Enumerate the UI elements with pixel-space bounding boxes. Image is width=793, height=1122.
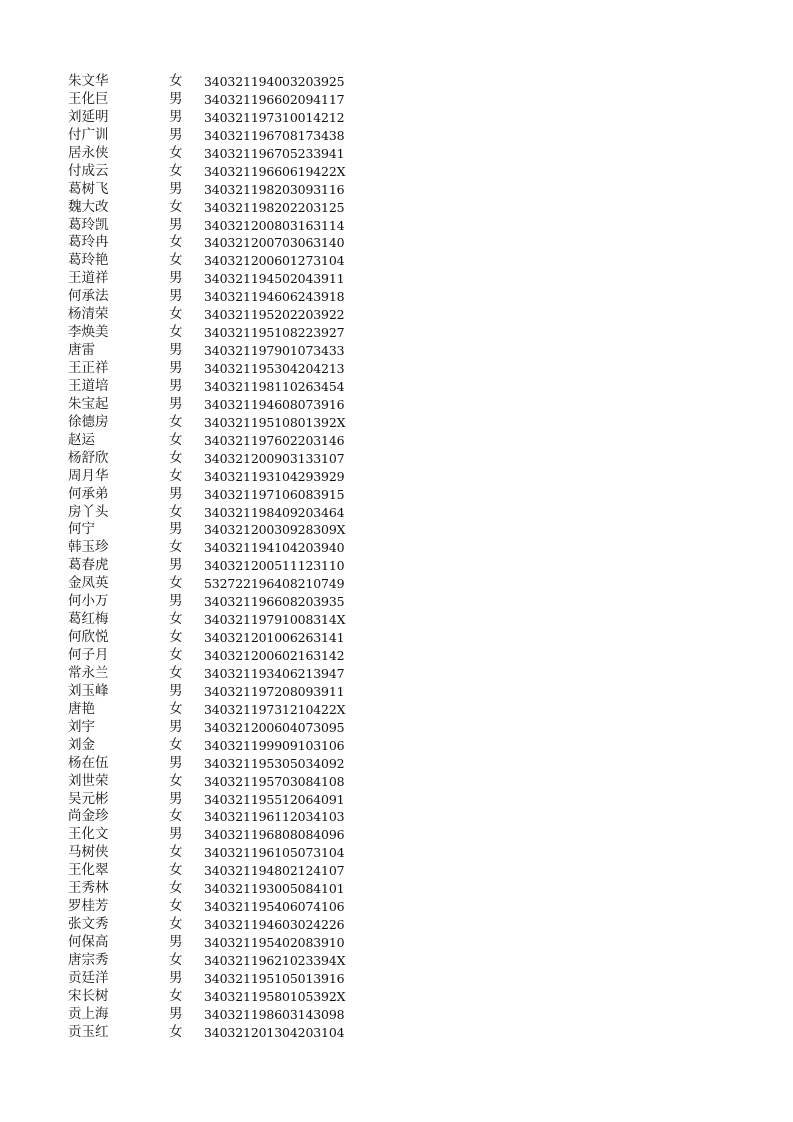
name-cell: 韩玉珍 [68, 539, 109, 556]
id-number-cell: 340321196105073104 [204, 845, 345, 861]
table-row [68, 988, 368, 1006]
id-number-cell: 340321197602203146 [204, 432, 345, 448]
gender-cell: 男 [169, 180, 183, 197]
id-number-cell: 340321197208093911 [204, 683, 345, 699]
roster-table [68, 73, 368, 1042]
table-row [68, 970, 368, 988]
name-cell: 常永兰 [68, 664, 109, 681]
gender-cell: 女 [169, 664, 183, 681]
id-number-cell: 34032119731210422X [204, 701, 346, 717]
name-cell: 王正祥 [68, 360, 109, 376]
id-number-cell: 340321193406213947 [204, 665, 345, 681]
table-row [68, 234, 368, 252]
name-cell: 刘延明 [68, 108, 109, 125]
gender-cell: 女 [169, 916, 183, 933]
id-number-cell: 340321200601273104 [204, 253, 345, 269]
id-number-cell: 340321195406074106 [204, 899, 345, 915]
gender-cell: 女 [169, 467, 183, 484]
table-row [68, 755, 368, 773]
name-cell: 葛树飞 [68, 180, 109, 197]
gender-cell: 男 [169, 826, 183, 843]
table-row [68, 91, 368, 109]
id-number-cell: 340321194104203940 [204, 540, 345, 556]
id-number-cell: 340321194003203925 [204, 74, 345, 89]
name-cell: 马树侠 [68, 844, 109, 861]
gender-cell: 女 [169, 449, 183, 466]
id-number-cell: 340321194603024226 [204, 917, 345, 933]
gender-cell: 男 [169, 1005, 183, 1022]
gender-cell: 女 [169, 73, 183, 89]
id-number-cell: 34032119791008314X [204, 612, 346, 628]
id-number-cell: 340321195304204213 [204, 361, 345, 376]
id-number-cell: 340321198203093116 [204, 181, 345, 197]
gender-cell: 女 [169, 234, 183, 251]
id-number-cell: 340321195402083910 [204, 935, 345, 950]
table-row [68, 468, 368, 486]
id-number-cell: 340321199909103106 [204, 737, 345, 753]
id-number-cell: 340321194608073916 [204, 396, 345, 412]
name-cell: 刘世荣 [68, 772, 109, 789]
id-number-cell: 340321197310014212 [204, 109, 345, 125]
gender-cell: 男 [169, 108, 183, 125]
gender-cell: 男 [169, 485, 183, 502]
id-number-cell: 340321198409203464 [204, 504, 345, 520]
table-row [68, 791, 368, 809]
id-number-cell: 34032119621023394X [204, 952, 346, 968]
gender-cell: 女 [169, 1023, 183, 1040]
id-number-cell: 340321196808084096 [204, 827, 345, 843]
name-cell: 王秀林 [68, 880, 109, 897]
gender-cell: 女 [169, 611, 183, 628]
name-cell: 付广训 [68, 126, 109, 143]
id-number-cell: 340321197106083915 [204, 486, 345, 502]
name-cell: 吴元彬 [68, 790, 109, 807]
table-row [68, 396, 368, 414]
table-row [68, 109, 368, 127]
name-cell: 刘金 [68, 736, 95, 753]
table-row [68, 539, 368, 557]
id-number-cell: 340321197901073433 [204, 343, 345, 359]
table-row [68, 844, 368, 862]
gender-cell: 女 [169, 144, 183, 161]
name-cell: 王道祥 [68, 270, 109, 287]
name-cell: 魏大改 [68, 198, 109, 215]
table-row [68, 432, 368, 450]
table-row [68, 342, 368, 360]
gender-cell: 男 [169, 593, 183, 610]
name-cell: 付成云 [68, 162, 109, 179]
table-row [68, 952, 368, 970]
name-cell: 朱文华 [68, 73, 109, 89]
gender-cell: 女 [169, 862, 183, 879]
gender-cell: 男 [169, 126, 183, 143]
id-number-cell: 340321196112034103 [204, 809, 345, 825]
id-number-cell: 340321201006263141 [204, 630, 345, 646]
table-row [68, 629, 368, 647]
id-number-cell: 340321201304203104 [204, 1024, 345, 1040]
name-cell: 何子月 [68, 647, 109, 663]
id-number-cell: 340321194606243918 [204, 289, 345, 305]
table-row [68, 665, 368, 683]
id-number-cell: 340321198603143098 [204, 1006, 345, 1022]
table-row [68, 1006, 368, 1024]
table-row [68, 808, 368, 826]
id-number-cell: 340321198110263454 [204, 378, 345, 394]
gender-cell: 女 [169, 413, 183, 430]
gender-cell: 女 [169, 808, 183, 825]
id-number-cell: 340321200803163114 [204, 217, 345, 233]
gender-cell: 女 [169, 647, 183, 663]
name-cell: 杨在伍 [68, 754, 109, 771]
gender-cell: 男 [169, 718, 183, 735]
table-row [68, 163, 368, 181]
gender-cell: 女 [169, 987, 183, 1004]
gender-cell: 女 [169, 252, 183, 269]
table-row [68, 1024, 368, 1042]
table-row [68, 199, 368, 217]
table-row [68, 773, 368, 791]
gender-cell: 男 [169, 360, 183, 376]
table-row [68, 701, 368, 719]
id-number-cell: 340321195703084108 [204, 773, 345, 789]
gender-cell: 女 [169, 951, 183, 968]
gender-cell: 女 [169, 844, 183, 861]
gender-cell: 女 [169, 306, 183, 323]
gender-cell: 男 [169, 90, 183, 107]
name-cell: 贡玉红 [68, 1023, 109, 1040]
name-cell: 唐艳 [68, 700, 95, 717]
table-row [68, 504, 368, 522]
id-number-cell: 340321196708173438 [204, 127, 345, 143]
table-row [68, 324, 368, 342]
id-number-cell: 340321194802124107 [204, 863, 345, 879]
name-cell: 何保高 [68, 934, 109, 950]
table-row [68, 737, 368, 755]
id-number-cell: 340321195105013916 [204, 970, 345, 986]
name-cell: 居永侠 [68, 144, 109, 161]
id-number-cell: 340321196705233941 [204, 145, 345, 161]
gender-cell: 女 [169, 736, 183, 753]
name-cell: 唐雷 [68, 342, 95, 359]
name-cell: 王化文 [68, 826, 109, 843]
id-number-cell: 340321200604073095 [204, 719, 345, 735]
name-cell: 贡廷洋 [68, 969, 109, 986]
id-number-cell: 340321200602163142 [204, 648, 345, 663]
table-row [68, 916, 368, 934]
name-cell: 王道培 [68, 377, 109, 394]
name-cell: 王化翠 [68, 862, 109, 879]
gender-cell: 男 [169, 288, 183, 305]
id-number-cell: 340321196608203935 [204, 594, 345, 610]
table-row [68, 252, 368, 270]
table-row [68, 270, 368, 288]
table-row [68, 360, 368, 378]
id-number-cell: 340321194502043911 [204, 271, 345, 287]
table-row [68, 145, 368, 163]
table-row [68, 898, 368, 916]
table-row [68, 934, 368, 952]
gender-cell: 女 [169, 324, 183, 341]
table-row [68, 288, 368, 306]
name-cell: 何宁 [68, 521, 95, 538]
id-number-cell: 340321195202203922 [204, 307, 345, 323]
table-row [68, 127, 368, 145]
gender-cell: 男 [169, 934, 183, 950]
id-number-cell: 34032119660619422X [204, 163, 346, 179]
table-row [68, 683, 368, 701]
name-cell: 葛红梅 [68, 611, 109, 628]
name-cell: 刘玉峰 [68, 682, 109, 699]
id-number-cell: 340321193005084101 [204, 881, 345, 897]
id-number-cell: 340321195108223927 [204, 325, 345, 341]
name-cell: 刘宇 [68, 718, 95, 735]
name-cell: 李焕美 [68, 324, 109, 341]
id-number-cell: 34032120030928309X [204, 522, 346, 538]
gender-cell: 男 [169, 682, 183, 699]
gender-cell: 男 [169, 395, 183, 412]
gender-cell: 女 [169, 431, 183, 448]
gender-cell: 女 [169, 700, 183, 717]
gender-cell: 男 [169, 790, 183, 807]
name-cell: 何欣悦 [68, 629, 109, 646]
gender-cell: 男 [169, 377, 183, 394]
table-row [68, 450, 368, 468]
name-cell: 葛玲凯 [68, 216, 109, 233]
id-number-cell: 340321200703063140 [204, 235, 345, 251]
id-number-cell: 340321195512064091 [204, 791, 345, 807]
name-cell: 葛玲冉 [68, 234, 109, 251]
id-number-cell: 340321195305034092 [204, 755, 345, 771]
name-cell: 房丫头 [68, 503, 109, 520]
name-cell: 金凤英 [68, 575, 109, 592]
table-row [68, 611, 368, 629]
table-row [68, 647, 368, 665]
gender-cell: 女 [169, 162, 183, 179]
id-number-cell: 340321198202203125 [204, 199, 345, 215]
name-cell: 贡上海 [68, 1005, 109, 1022]
name-cell: 王化巨 [68, 90, 109, 107]
name-cell: 杨舒欣 [68, 449, 109, 466]
gender-cell: 女 [169, 898, 183, 915]
id-number-cell: 340321200903133107 [204, 450, 345, 466]
table-row [68, 593, 368, 611]
table-row [68, 862, 368, 880]
id-number-cell: 340321200511123110 [204, 558, 345, 574]
table-row [68, 575, 368, 593]
table-row [68, 557, 368, 575]
id-number-cell: 532722196408210749 [204, 576, 345, 592]
id-number-cell: 34032119510801392X [204, 414, 346, 430]
name-cell: 赵运 [68, 431, 95, 448]
table-row [68, 378, 368, 396]
name-cell: 徐德房 [68, 413, 109, 430]
name-cell: 宋长树 [68, 987, 109, 1004]
name-cell: 唐宗秀 [68, 951, 109, 968]
table-row [68, 880, 368, 898]
gender-cell: 女 [169, 629, 183, 646]
table-row [68, 73, 368, 91]
gender-cell: 男 [169, 216, 183, 233]
gender-cell: 女 [169, 198, 183, 215]
name-cell: 罗桂芳 [68, 898, 109, 915]
name-cell: 杨清荣 [68, 306, 109, 323]
table-row [68, 181, 368, 199]
gender-cell: 男 [169, 557, 183, 574]
gender-cell: 女 [169, 880, 183, 897]
gender-cell: 女 [169, 503, 183, 520]
gender-cell: 男 [169, 521, 183, 538]
gender-cell: 女 [169, 575, 183, 592]
name-cell: 何小万 [68, 593, 109, 610]
gender-cell: 男 [169, 270, 183, 287]
name-cell: 张文秀 [68, 916, 109, 933]
table-row [68, 306, 368, 324]
table-row [68, 217, 368, 235]
name-cell: 葛春虎 [68, 557, 109, 574]
id-number-cell: 340321193104293929 [204, 468, 345, 484]
gender-cell: 男 [169, 754, 183, 771]
gender-cell: 女 [169, 772, 183, 789]
table-row [68, 414, 368, 432]
id-number-cell: 34032119580105392X [204, 988, 346, 1004]
name-cell: 葛玲艳 [68, 252, 109, 269]
name-cell: 何承法 [68, 288, 109, 305]
name-cell: 何承弟 [68, 485, 109, 502]
name-cell: 周月华 [68, 467, 109, 484]
table-row [68, 826, 368, 844]
gender-cell: 男 [169, 969, 183, 986]
name-cell: 尚金珍 [68, 808, 109, 825]
gender-cell: 男 [169, 342, 183, 359]
table-row [68, 719, 368, 737]
name-cell: 朱宝起 [68, 395, 109, 412]
gender-cell: 女 [169, 539, 183, 556]
id-number-cell: 340321196602094117 [204, 91, 345, 107]
table-row [68, 521, 368, 539]
table-row [68, 486, 368, 504]
